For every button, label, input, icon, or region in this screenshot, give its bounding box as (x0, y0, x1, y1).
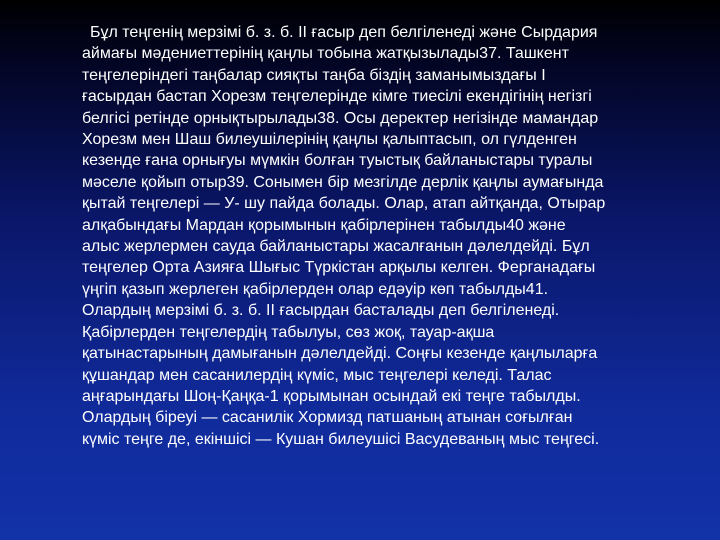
text-line: аймағы мәдениеттерінің қаңлы тобына жатқызылады37. Ташкент (82, 45, 569, 63)
text-line: кезенде ғана орнығуы мүмкін болған туыстық байланыстары туралы (82, 152, 593, 170)
text-line: теңгелер Орта Азияға Шығыс Түркістан арқылы келген. Ферганадағы (82, 259, 596, 277)
text-line: мәселе қойып отыр39. Сонымен бір мезгілде дерлік қаңлы аумағында (82, 173, 604, 191)
text-line: күміс теңге де, екіншісі — Кушан билеушісі Васудеваның мыс теңгесі. (82, 430, 600, 448)
text-line: Олардың мерзімі б. з. б. ІІ ғасырдан басталады деп белгіленеді. (82, 302, 560, 320)
text-line: Хорезм мен Шаш билеушілерінің қаңлы қалыптасып, ол гүлденген (82, 131, 577, 149)
text-line: ғасырдан бастап Хорезм теңгелерінде кімге тиесілі екендігінің негізгі (82, 88, 592, 106)
text-line: Бұл теңгенің мерзімі б. з. б. ІІ ғасыр деп белгіленеді және Сырдария (90, 24, 598, 41)
text-line: алқабындағы Мардан қорымынын қабірлерінен табылды40 және (82, 216, 566, 234)
text-line: теңгелеріндегі таңбалар сияқты таңба біздің заманымыздағы І (82, 66, 546, 84)
text-line: Қабірлерден теңгелердің табылуы, сөз жоқ, тауар-ақша (82, 323, 495, 341)
text-line: қытай теңгелері — У- шу пайда болады. Олар, атап айтқанда, Отырар (82, 195, 606, 213)
text-line: қатынастарының дамығанын дәлелдейді. Соңғы кезенде қаңлыларға (82, 345, 598, 363)
text-line: алыс жерлермен сауда байланыстары жасалғанын дәлелдейді. Бұл (82, 238, 590, 256)
text-line: аңғарындағы Шоң-Қаңқа-1 қорымынан осындай екі теңге табылды. (82, 387, 581, 405)
text-line: Олардың біреуі — сасанилік Хормизд патшаның атынан соғылған (82, 409, 573, 427)
text-line: құшандар мен сасанилердің күміс, мыс теңгелері келеді. Талас (82, 366, 552, 384)
text-line: белгісі ретінде орнықтырылады38. Осы деректер негізінде мамандар (82, 109, 599, 127)
body-text (82, 22, 682, 450)
text-line: үңгіп қазып жерлеген қабірлерден олар едәуір көп табылды41. (82, 280, 549, 298)
